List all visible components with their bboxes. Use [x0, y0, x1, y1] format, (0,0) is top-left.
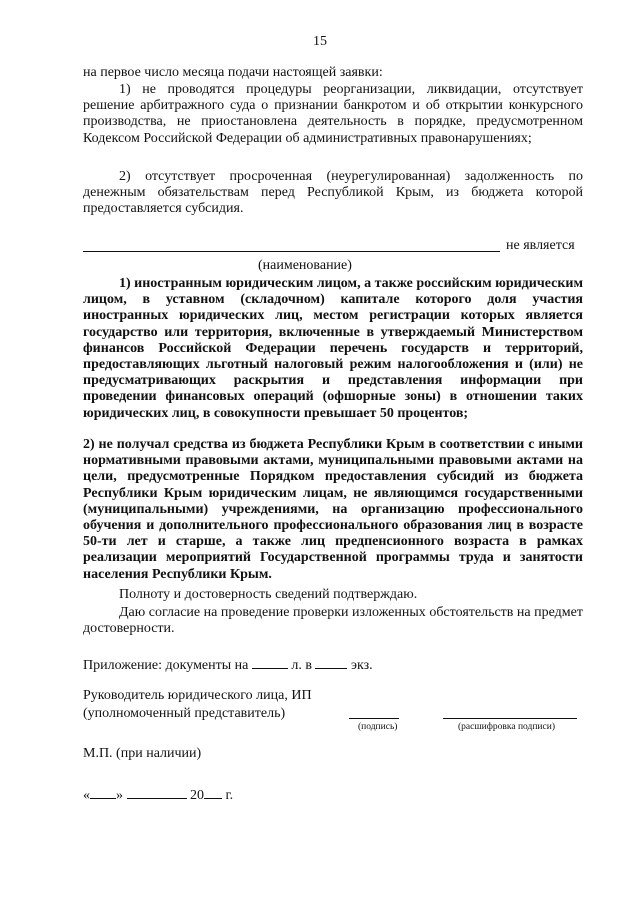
confirmation-text: Полноту и достоверность сведений подтверждаю.: [119, 587, 418, 602]
stamp-label: М.П. (при наличии): [83, 746, 202, 761]
decoding-caption: (расшифровка подписи): [458, 722, 555, 732]
month-field[interactable]: [127, 785, 187, 799]
signature-decoding-line[interactable]: [443, 718, 577, 719]
attachment-suffix: экз.: [350, 658, 373, 673]
year-field[interactable]: [204, 785, 222, 799]
head-title-line-1: Руководитель юридического лица, ИП: [83, 688, 312, 703]
intro-text: на первое число месяца подачи настоящей заявки:: [83, 65, 383, 80]
attachment-prefix: Приложение: документы на: [83, 658, 249, 673]
consent-text: Даю согласие на проведение проверки изложенных обстоятельств на предмет достоверности.: [83, 605, 583, 637]
not-is-label: не является: [506, 238, 575, 253]
head-title-line-2: (уполномоченный представитель): [83, 706, 286, 721]
organization-name-line[interactable]: [83, 251, 500, 252]
status-item-1: 1) иностранным юридическим лицом, а также российским юридическим лицом, в уставном (складочном) капитале которого доля участия иностранных юридических лиц, местом регистрации которых является государство или территория, включенные в утверждаемый Министерством финансов Российской Федерации перечень государств и территорий, предоставляющих льготный налоговый режим налогообложения и (или) не предусматривающих раскрытия и представления информации при проведении финансовых операций (офшорные зоны) в отношении таких юридических лиц, в совокупности превышает 50 процентов;: [83, 276, 583, 421]
signature-line[interactable]: [349, 718, 399, 719]
condition-item-1: 1) не проводятся процедуры реорганизации, ликвидации, отсутствует решение арбитражного суда о признании банкротом и об открытии конкурсного производства, не приостановлена деятельность в порядке, предусмотренном Кодексом Российской Федерации об административных правонарушениях;: [83, 82, 583, 146]
day-field[interactable]: [90, 785, 116, 799]
attachment-mid: л. в: [291, 658, 312, 673]
year-suffix: г.: [225, 788, 234, 803]
date-open-quote: «: [83, 788, 90, 803]
status-item-2: 2) не получал средства из бюджета Республики Крым в соответствии с иными нормативными правовыми актами, муниципальными правовыми актами на цели, предусмотренные Порядком предоставления субсидий из бюджета Республики Крым юридическим лицам, не являющимся государственными (муниципальными) учреждениями, на организацию профессионального обучения и дополнительного профессионального образования лиц в возрасте 50-ти лет и старше, а также лиц предпенсионного возраста в рамках реализации мероприятий Государственной программы труда и занятости населения Республики Крым.: [83, 437, 583, 582]
date-line: [83, 785, 233, 804]
attachment-line: [83, 655, 373, 674]
sheet-count-field[interactable]: [252, 655, 288, 669]
condition-item-2: 2) отсутствует просроченная (неурегулированная) задолженность по денежным обязательствам перед Республикой Крым, из бюджета которой предоставляется субсидия.: [83, 169, 583, 217]
page-number: 15: [313, 34, 327, 49]
signature-caption: (подпись): [358, 722, 398, 732]
name-caption: (наименование): [258, 258, 352, 273]
date-close-quote: »: [116, 788, 123, 803]
year-prefix: 20: [190, 788, 204, 803]
copy-count-field[interactable]: [315, 655, 347, 669]
